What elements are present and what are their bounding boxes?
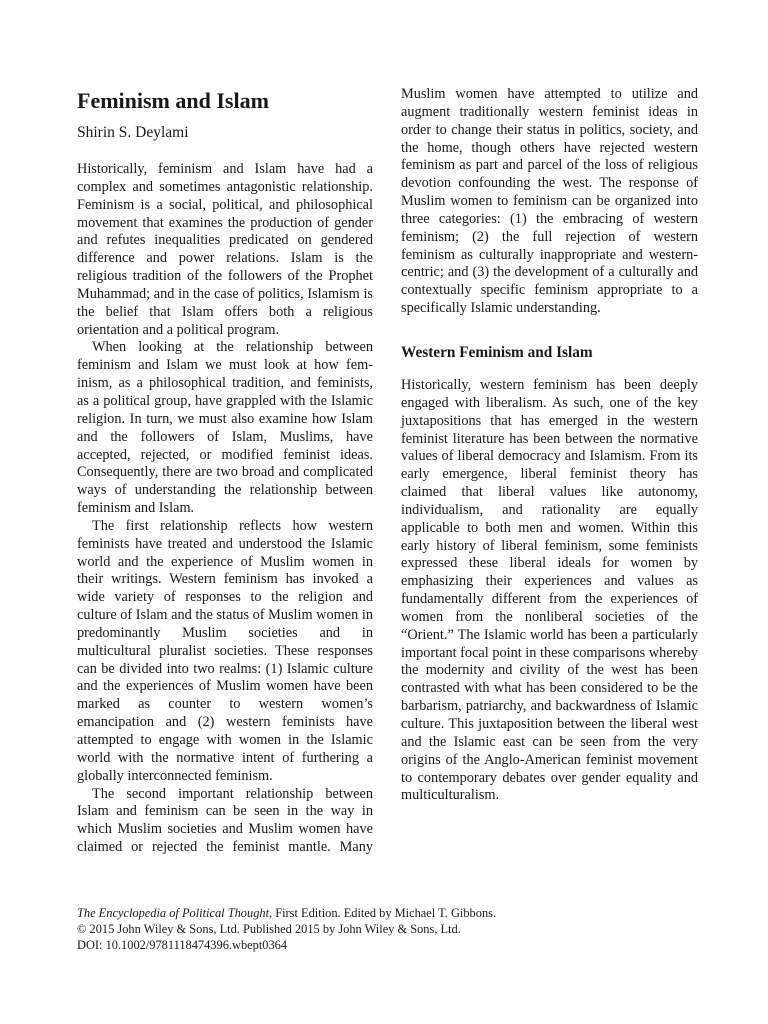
paragraph-relationship: When looking at the relationship between feminism and Islam we must look at how feminism, as a philosophical tradition, and feminists, as a political group, have grappled with the Islamic religion. In turn, we must also examine how Islam and the followers of Islam, Muslims, have accepted, rejected, or modified feminist ideas. Consequently, there are two broad and complicated ways of understanding the relationship between feminism and Islam.: [77, 339, 373, 517]
footer-edition-info: , First Edition. Edited by Michael T. Gibbons.: [269, 906, 497, 920]
paragraph-second-relationship-text: The second important relationship between Islam and feminism can be seen in the way in which Muslim societies and Muslim women have claimed or rejected the feminist mantle. Many: [77, 785, 373, 856]
footer-line-1: [77, 905, 697, 921]
paragraph-second-relationship: [77, 786, 373, 857]
section-heading: Western Feminism and Islam: [401, 343, 593, 361]
footer-copyright: © 2015 John Wiley & Sons, Ltd. Published 2015 by John Wiley & Sons, Ltd.: [77, 922, 461, 936]
publication-footer: [77, 905, 697, 953]
article-title: Feminism and Islam: [77, 88, 269, 113]
article-author: Shirin S. Deylami: [77, 124, 189, 141]
paragraph-intro: Historically, feminism and Islam have had a complex and sometimes antagonistic relationship. Feminism is a social, political, and philosophical movement that examines the production of gender and refutes inequalities predicated on gendered difference and power relations. Islam is the religious tradition of the followers of the Prophet Muhammad; and in the case of politics, Islamism is the belief that Islam offers both a religious orientation and a political program.: [77, 161, 373, 338]
paragraph-first-relationship: The first relationship reflects how western feminists have treated and understood the Islamic world and the experience of Muslim women in their writings. Western feminism has invoked a wide variety of responses to the religion and culture of Islam and the status of Muslim women in predominantly Muslim societies and in multicultural pluralist societies. These responses can be divided into two realms: (1) Islamic culture and the experiences of Muslim women have been marked as counter to western women’s emancipation and (2) western feminists have attempted to engage with women in the Islamic world with the normative intent of furthering a globally interconnected feminism.: [77, 517, 373, 784]
paragraph-western-feminism: Historically, western feminism has been deeply engaged with liberalism. As such, one of the key juxtapositions that has emerged in the western feminist literature has been between the normative values of liberal democracy and Islamism. From its early emergence, liberal feminist theory has claimed that liberal values like autonomy, individualism, and rationality are equally applicable to both men and women. Within this early history of liberal feminism, some feminists expressed these liberal ideals for women by emphasizing their experiences and values as fundamentally different from the experiences of women from the nonliberal societies of the “Orient.” The Islamic world has been a particularly important focal point in these comparisons whereby the modernity and civility of the west has been contrasted with what has been considered to be the barbarism, patriarchy, and backwardness of Islamic culture. This juxtaposition between the liberal west and the Islamic east can be seen from the very origins of the Anglo-American feminist movement to contemporary debates over gender equality and multiculturalism.: [401, 376, 698, 804]
right-column: [401, 86, 698, 805]
paragraph-second-relationship-continued: Muslim women have attempted to utilize and augment traditionally western feminist ideas in order to change their status in politics, society, and the home, though others have rejected western feminism as part and parcel of the loss of religious devotion confounding the west. The response of Muslim women to feminism can be organized into three categories: (1) the embracing of western feminism; (2) the full rejection of western feminism as culturally inappropriate and western-centric; and (3) the development of a culturally and contextually specific feminism appropriate to a specifically Islamic understanding.: [401, 86, 698, 317]
left-column: [77, 86, 373, 857]
footer-book-title: The Encyclopedia of Political Thought: [77, 906, 270, 920]
footer-doi: DOI: 10.1002/9781118474396.wbept0364: [77, 938, 288, 952]
